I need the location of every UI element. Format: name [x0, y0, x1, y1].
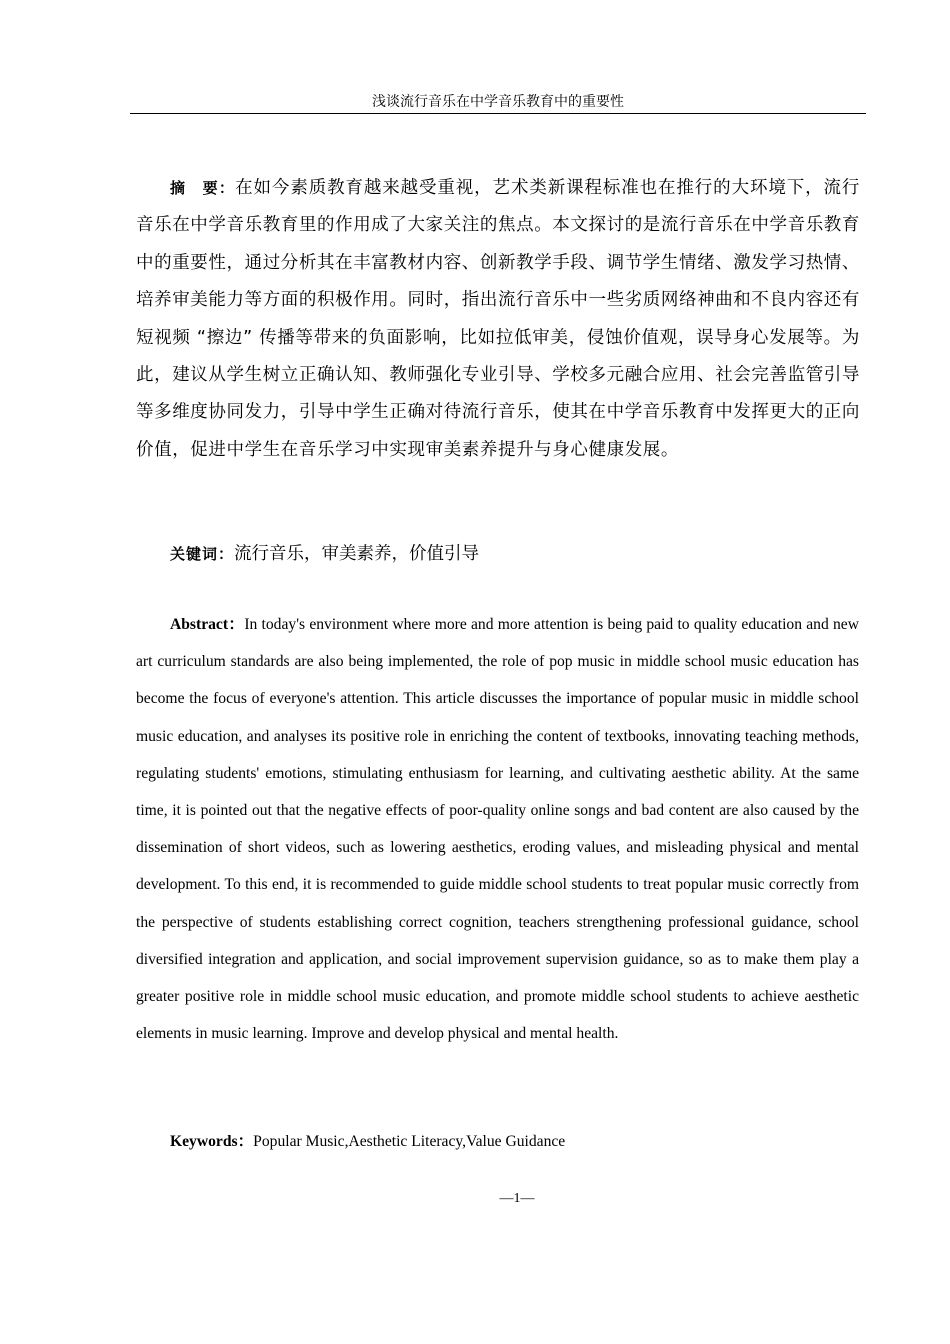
keywords-cn-label: 关键词： — [170, 545, 235, 563]
keywords-cn-text: 流行音乐，审美素养，价值引导 — [234, 544, 480, 564]
abstract-cn-text: 在如今素质教育越来越受重视，艺术类新课程标准也在推行的大环境下，流行音乐在中学音乐教育里的作用成了大家关注的焦点。本文探讨的是流行音乐在中学音乐教育中的重要性，通过分析其在丰富教材内容、创新教学手段、调节学生情绪、激发学习热情、培养审美能力等方面的积极作用。同时，指出流行音乐中一些劣质网络神曲和不良内容还有短视频 “擦边” 传播等带来的负面影响，比如拉低审美，侵蚀价值观，误导身心发展等。为此，建议从学生树立正确认知、教师强化专业引导、学校多元融合应用、社会完善监管引导等多维度协同发力，引导中学生正确对待流行音乐，使其在中学音乐教育中发挥更大的正向价值，促进中学生在音乐学习中实现审美素养提升与身心健康发展。 — [136, 178, 860, 460]
keywords-en-label: Keywords： — [170, 1133, 254, 1150]
abstract-en — [136, 606, 859, 1052]
header-title: 浅谈流行音乐在中学音乐教育中的重要性 — [372, 95, 624, 110]
keywords-en-text: Popular Music,Aesthetic Literacy,Value Guidance — [253, 1133, 566, 1150]
page-header — [130, 93, 866, 114]
abstract-en-label: Abstract： — [170, 616, 245, 633]
keywords-cn — [136, 536, 860, 573]
abstract-cn — [136, 170, 860, 469]
page-number: —1— — [499, 1191, 535, 1206]
keywords-en — [136, 1123, 860, 1160]
abstract-en-text: In today's environment where more and more attention is being paid to quality education and new art curriculum standards are also being implemented, the role of pop music in middle school music education has become the focus of everyone's attention. This article discusses the importance of popular music in middle school music education, and analyses its positive role in enriching the content of textbooks, innovating teaching methods, regulating students' emotions, stimulating enthusiasm for learning, and cultivating aesthetic ability. At the same time, it is pointed out that the negative effects of poor-quality online songs and bad content are also caused by the dissemination of short videos, such as lowering aesthetics, eroding values, and misleading physical and mental development. To this end, it is recommended to guide middle school students to treat popular music correctly from the perspective of students establishing correct cognition, teachers strengthening professional guidance, school diversified integration and application, and social improvement supervision guidance, so as to make them play a greater positive role in middle school music education, and promote middle school students to achieve aesthetic elements in music learning. Improve and develop physical and mental health. — [136, 616, 859, 1043]
abstract-cn-label: 摘 要： — [170, 179, 236, 197]
